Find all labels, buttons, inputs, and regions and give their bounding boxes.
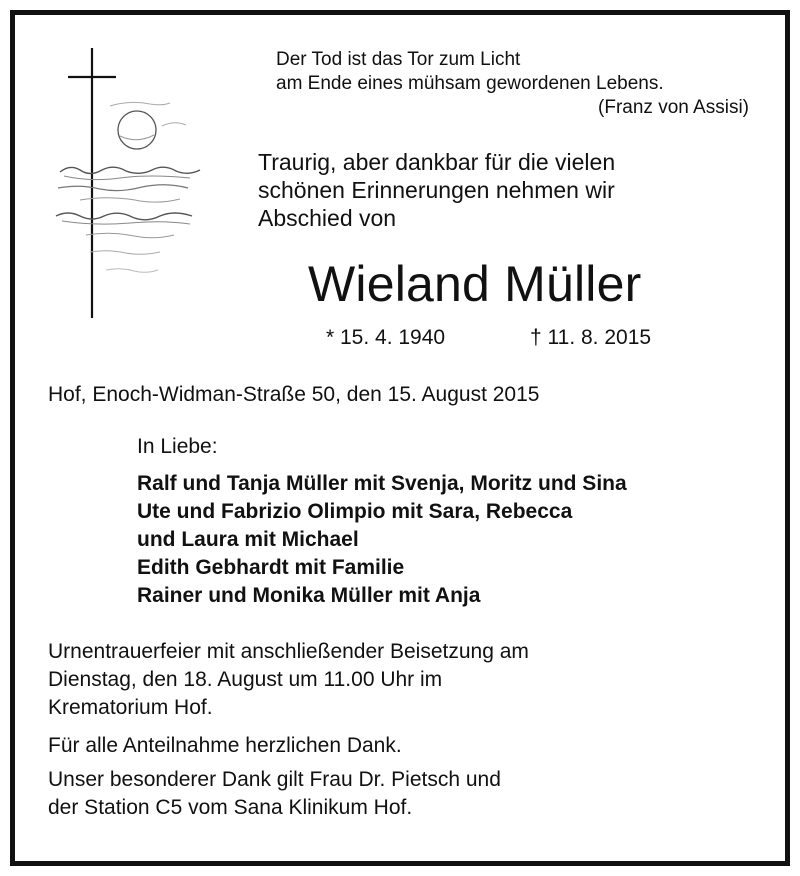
service-line: Krematorium Hof.	[48, 696, 213, 719]
funeral-service-info	[48, 638, 529, 722]
intro-text	[258, 148, 615, 232]
mourner-line: Rainer und Monika Müller mit Anja	[137, 584, 481, 607]
mourner-line: Ute und Fabrizio Olimpio mit Sara, Rebecca	[137, 500, 573, 523]
death-date: † 11. 8. 2015	[530, 326, 652, 349]
mourner-line: Ralf und Tanja Müller mit Svenja, Moritz und Sina	[137, 472, 627, 495]
mourner-line: Edith Gebhardt mit Familie	[137, 556, 405, 579]
intro-line: Traurig, aber dankbar für die vielen	[258, 149, 616, 175]
quote-author: (Franz von Assisi)	[598, 97, 749, 118]
intro-line: Abschied von	[258, 205, 397, 231]
intro-line: schönen Erinnerungen nehmen wir	[258, 177, 615, 203]
deceased-name: Wieland Müller	[308, 256, 642, 312]
service-line: Dienstag, den 18. August um 11.00 Uhr im	[48, 668, 443, 691]
special-thanks	[48, 766, 501, 822]
special-thanks-line: der Station C5 vom Sana Klinikum Hof.	[48, 796, 413, 819]
thanks-text: Für alle Anteilnahme herzlichen Dank.	[48, 734, 402, 757]
quote-block	[276, 48, 749, 120]
cross-with-sun-over-sea-icon	[50, 40, 210, 330]
special-thanks-line: Unser besonderer Dank gilt Frau Dr. Pietsch und	[48, 768, 501, 791]
birth-date: * 15. 4. 1940	[326, 326, 446, 349]
mourners-list	[137, 470, 627, 610]
quote-line: Der Tod ist das Tor zum Licht	[276, 49, 521, 70]
service-line: Urnentrauerfeier mit anschließender Beisetzung am	[48, 640, 529, 663]
mourners-label: In Liebe:	[137, 435, 218, 458]
quote-line: am Ende eines mühsam gewordenen Lebens.	[276, 73, 664, 94]
place-and-date: Hof, Enoch-Widman-Straße 50, den 15. August 2015	[48, 383, 540, 406]
mourner-line: und Laura mit Michael	[137, 528, 359, 551]
